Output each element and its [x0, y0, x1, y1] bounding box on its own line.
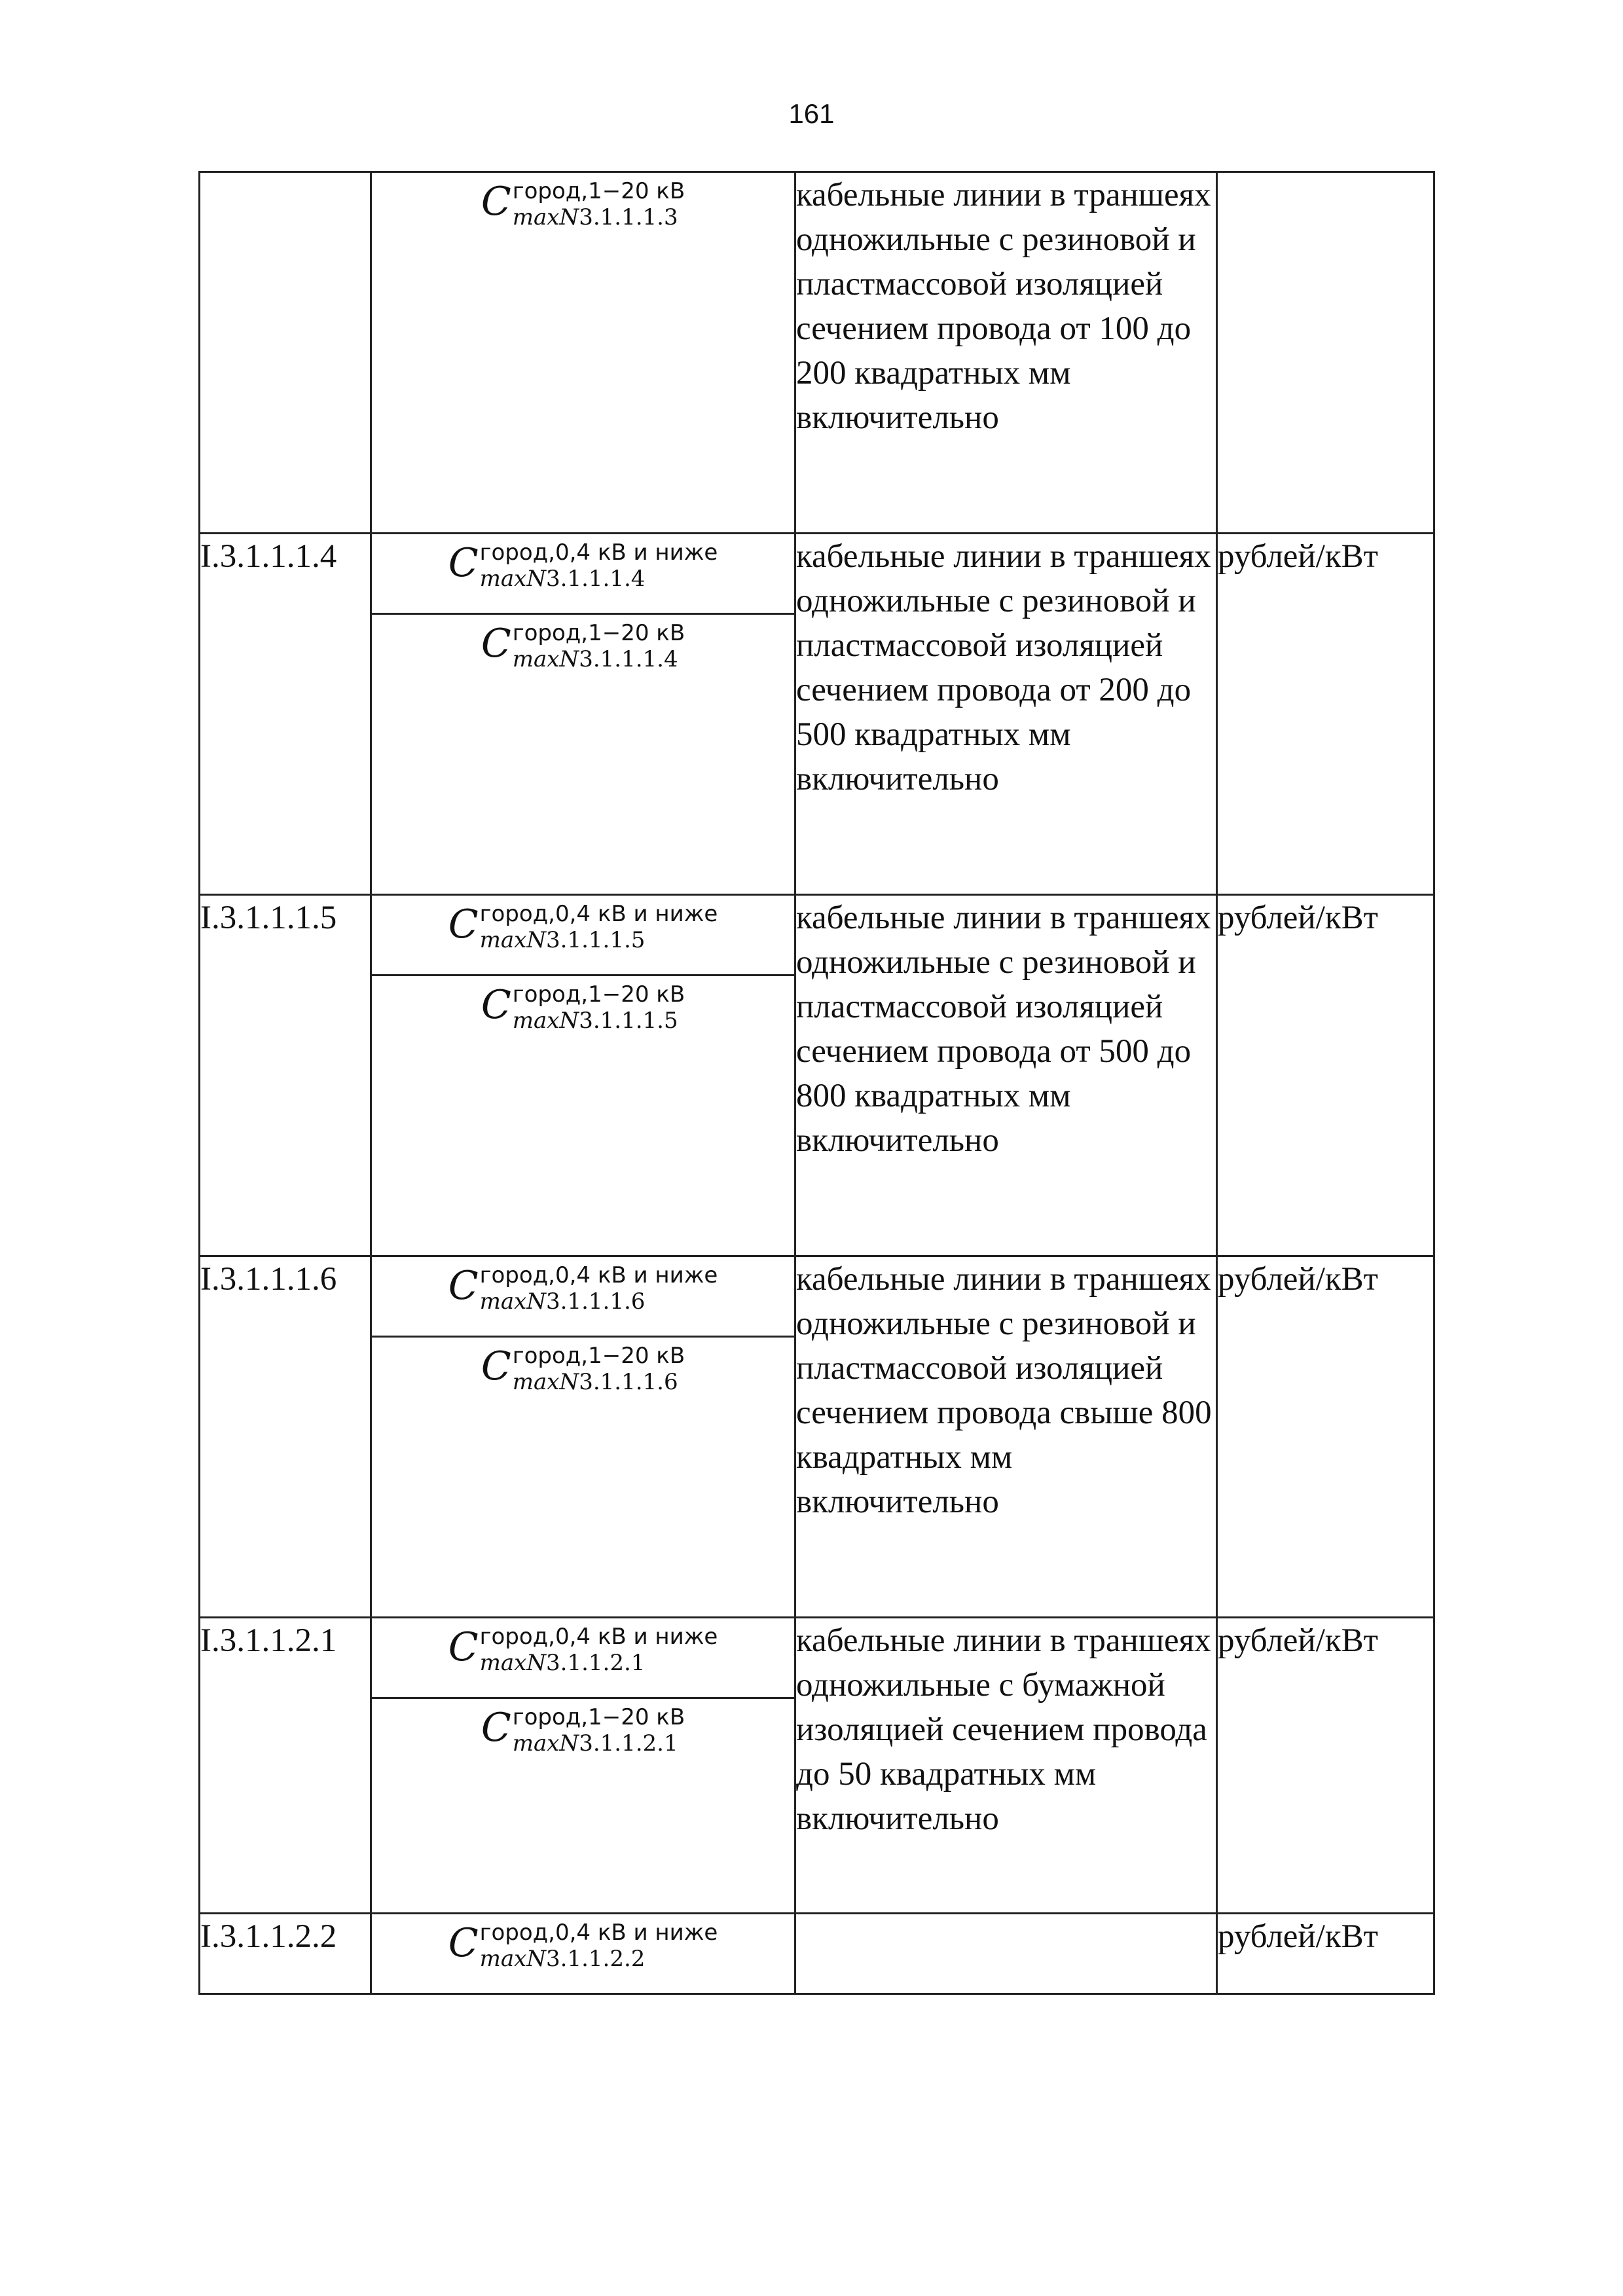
tariff-symbol — [372, 615, 794, 693]
formula-subscript — [480, 566, 718, 592]
formula-subscript-var: maxN — [479, 1650, 547, 1676]
row-code: I.3.1.1.1.4 — [200, 534, 371, 895]
tariff-symbol-cell — [371, 1618, 795, 1914]
formula-subscript — [513, 646, 685, 672]
tariff-symbol — [372, 976, 794, 1055]
row-unit: рублей/кВт — [1217, 895, 1434, 1256]
formula-superscript: город,0,4 кВ и ниже — [479, 901, 718, 927]
formula-subscript — [480, 1288, 718, 1315]
row-unit: рублей/кВт — [1217, 1256, 1434, 1618]
formula — [372, 1920, 794, 1972]
formula-subscript-var: maxN — [479, 927, 547, 953]
formula-subscript-var: maxN — [512, 646, 579, 672]
formula-subscript-index: 3.1.1.1.6 — [546, 1288, 646, 1315]
row-code — [200, 172, 371, 534]
table-row — [200, 534, 1434, 895]
row-description: кабельные линии в траншеях одножильные с бумажной изоляцией сечением провода до 50 квадратных мм включительно — [795, 1618, 1217, 1914]
formula-superscript: город,0,4 кВ и ниже — [479, 1624, 718, 1650]
formula-scripts — [480, 901, 718, 953]
formula-subscript-var: maxN — [479, 1288, 547, 1315]
row-description: кабельные линии в траншеях одножильные с резиновой и пластмассовой изоляцией сечением провода свыше 800 квадратных мм включительно — [795, 1256, 1217, 1618]
formula-base: C — [481, 179, 511, 225]
row-unit: рублей/кВт — [1217, 1914, 1434, 1994]
tariff-symbol — [372, 173, 794, 251]
formula — [372, 1343, 794, 1395]
row-code: I.3.1.1.1.6 — [200, 1256, 371, 1618]
formula — [372, 1624, 794, 1676]
formula — [372, 901, 794, 953]
tariff-symbol — [372, 1914, 794, 1993]
formula-superscript: город,1−20 кВ — [512, 981, 685, 1008]
formula-subscript — [513, 1369, 685, 1395]
formula-subscript — [513, 204, 685, 230]
formula-subscript-index: 3.1.1.1.5 — [579, 1008, 678, 1034]
formula-base: C — [481, 982, 511, 1028]
tariff-symbol — [372, 1618, 794, 1699]
formula-superscript: город,1−20 кВ — [512, 1343, 685, 1369]
formula — [372, 1262, 794, 1315]
formula-subscript-var: maxN — [479, 1946, 547, 1972]
formula-subscript-index: 3.1.1.2.1 — [579, 1730, 678, 1757]
table-row — [200, 1256, 1434, 1618]
tariff-symbol — [372, 1257, 794, 1338]
formula-subscript-index: 3.1.1.1.5 — [546, 927, 646, 953]
formula-subscript-index: 3.1.1.1.3 — [579, 204, 678, 230]
formula-superscript: город,1−20 кВ — [512, 1704, 685, 1730]
formula-scripts — [513, 620, 685, 672]
formula — [372, 1704, 794, 1757]
formula-subscript-var: maxN — [512, 204, 579, 230]
table-row — [200, 1618, 1434, 1914]
row-code: I.3.1.1.2.2 — [200, 1914, 371, 1994]
formula-base: C — [448, 540, 479, 586]
tariff-symbol-cell — [371, 895, 795, 1256]
formula-subscript — [480, 1946, 718, 1972]
table-row — [200, 895, 1434, 1256]
formula-base: C — [448, 1263, 479, 1309]
tariff-symbol — [372, 534, 794, 615]
formula-subscript — [513, 1008, 685, 1034]
row-description: кабельные линии в траншеях одножильные с резиновой и пластмассовой изоляцией сечением провода от 200 до 500 квадратных мм включительно — [795, 534, 1217, 895]
formula-scripts — [480, 1262, 718, 1315]
row-unit — [1217, 172, 1434, 534]
formula-subscript-var: maxN — [512, 1730, 579, 1757]
formula-base: C — [448, 1624, 479, 1670]
formula-superscript: город,0,4 кВ и ниже — [479, 1920, 718, 1946]
row-description: кабельные линии в траншеях одножильные с резиновой и пластмассовой изоляцией сечением провода от 100 до 200 квадратных мм включительно — [795, 172, 1217, 534]
formula — [372, 620, 794, 672]
row-unit: рублей/кВт — [1217, 1618, 1434, 1914]
formula — [372, 981, 794, 1034]
formula-subscript-var: maxN — [479, 566, 547, 592]
formula-scripts — [480, 539, 718, 592]
table-row — [200, 1914, 1434, 1994]
tariff-symbol-cell — [371, 172, 795, 534]
tariff-symbol-cell — [371, 534, 795, 895]
formula-base: C — [481, 1343, 511, 1389]
formula-superscript: город,1−20 кВ — [512, 620, 685, 646]
formula-base: C — [481, 621, 511, 666]
formula-scripts — [480, 1920, 718, 1972]
formula-subscript — [480, 927, 718, 953]
formula-superscript: город,0,4 кВ и ниже — [479, 1262, 718, 1288]
formula — [372, 539, 794, 592]
formula-scripts — [513, 981, 685, 1034]
formula-base: C — [448, 902, 479, 947]
formula-subscript — [513, 1730, 685, 1757]
row-code: I.3.1.1.2.1 — [200, 1618, 371, 1914]
formula-subscript-index: 3.1.1.2.2 — [546, 1946, 646, 1972]
formula-base: C — [481, 1705, 511, 1751]
formula-subscript-var: maxN — [512, 1369, 579, 1395]
row-description: кабельные линии в траншеях одножильные с резиновой и пластмассовой изоляцией сечением провода от 500 до 800 квадратных мм включительно — [795, 895, 1217, 1256]
formula-scripts — [513, 1704, 685, 1757]
formula-subscript — [480, 1650, 718, 1676]
row-code: I.3.1.1.1.5 — [200, 895, 371, 1256]
formula-scripts — [513, 1343, 685, 1395]
formula-subscript-index: 3.1.1.1.6 — [579, 1369, 678, 1395]
formula — [372, 178, 794, 230]
formula-base: C — [448, 1920, 479, 1966]
formula-superscript: город,0,4 кВ и ниже — [479, 539, 718, 566]
formula-superscript: город,1−20 кВ — [512, 178, 685, 204]
row-description — [795, 1914, 1217, 1994]
tariff-symbol-cell — [371, 1256, 795, 1618]
table-row — [200, 172, 1434, 534]
formula-subscript-index: 3.1.1.2.1 — [546, 1650, 646, 1676]
formula-scripts — [480, 1624, 718, 1676]
formula-subscript-index: 3.1.1.1.4 — [579, 646, 678, 672]
formula-subscript-index: 3.1.1.1.4 — [546, 566, 646, 592]
tariff-symbol-cell — [371, 1914, 795, 1994]
row-unit: рублей/кВт — [1217, 534, 1434, 895]
page-number: 161 — [788, 98, 835, 129]
tariff-symbol — [372, 1338, 794, 1416]
formula-scripts — [513, 178, 685, 230]
tariff-table — [198, 171, 1435, 1995]
tariff-symbol — [372, 896, 794, 976]
formula-subscript-var: maxN — [512, 1008, 579, 1034]
tariff-symbol — [372, 1699, 794, 1777]
